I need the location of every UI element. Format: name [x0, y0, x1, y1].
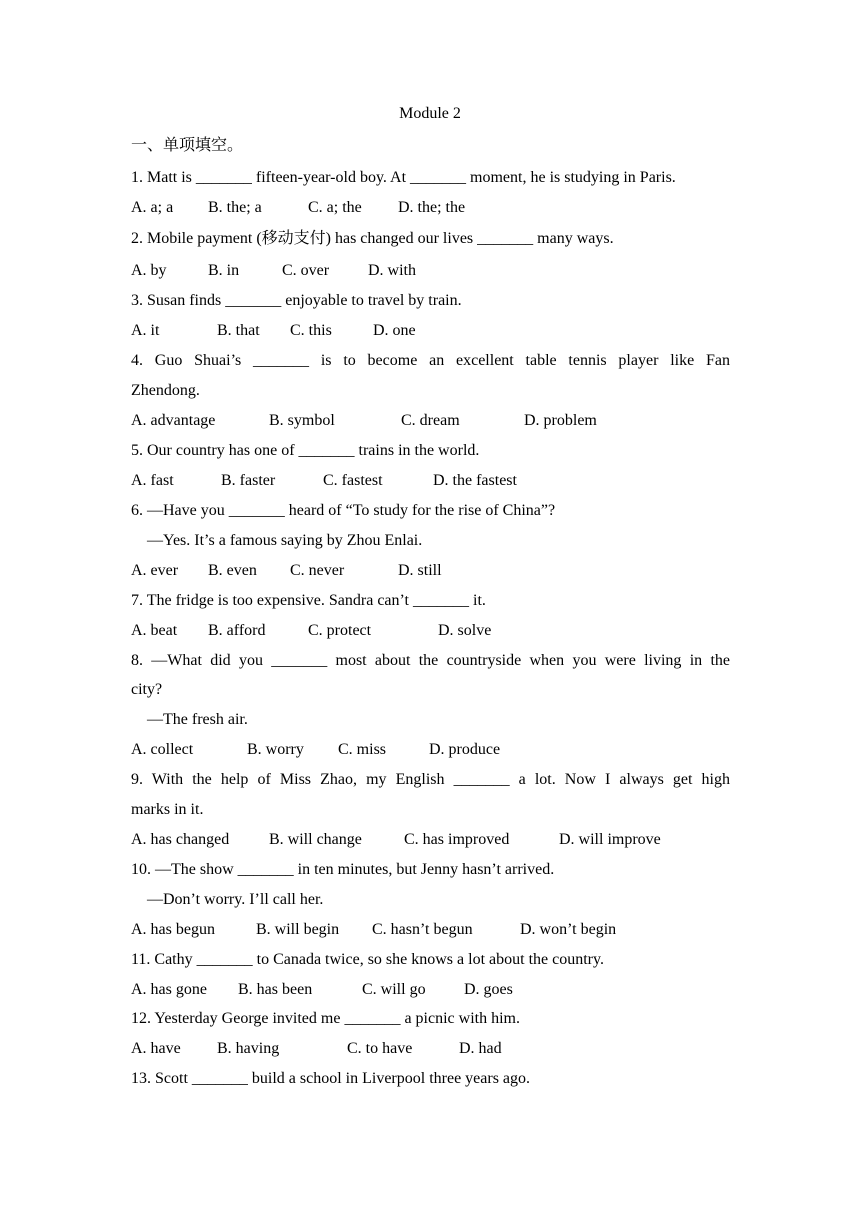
question-9-text: 9. With the help of Miss Zhao, my English _______ a lot. Now I always get high	[131, 771, 730, 788]
option-b[interactable]: B. faster	[221, 472, 276, 489]
option-a[interactable]: A. beat	[131, 622, 178, 639]
question-12-text: 12. Yesterday George invited me _______ a picnic with him.	[131, 1010, 520, 1027]
option-c[interactable]: C. to have	[347, 1040, 413, 1057]
option-b[interactable]: B. worry	[247, 741, 304, 758]
option-c[interactable]: C. protect	[308, 622, 372, 639]
question-4-text: Zhendong.	[131, 382, 200, 399]
option-d[interactable]: D. produce	[429, 741, 501, 758]
question-1-text: 1. Matt is _______ fifteen-year-old boy. At _______ moment, he is studying in Paris.	[131, 169, 676, 186]
document-title: Module 2	[399, 105, 461, 122]
option-a[interactable]: A. ever	[131, 562, 179, 579]
question-4-text: 4. Guo Shuai’s _______ is to become an excellent table tennis player like Fan	[131, 352, 730, 369]
option-d[interactable]: D. problem	[524, 412, 597, 429]
question-2-text: 2. Mobile payment (移动支付) has changed our lives _______ many ways.	[131, 230, 614, 247]
option-a[interactable]: A. has gone	[131, 981, 207, 998]
option-b[interactable]: B. will begin	[256, 921, 340, 938]
option-c[interactable]: C. this	[290, 322, 332, 339]
option-c[interactable]: C. never	[290, 562, 345, 579]
option-d[interactable]: D. one	[373, 322, 416, 339]
option-d[interactable]: D. will improve	[559, 831, 661, 848]
option-d[interactable]: D. won’t begin	[520, 921, 617, 938]
question-11-text: 11. Cathy _______ to Canada twice, so she knows a lot about the country.	[131, 951, 604, 968]
option-a[interactable]: A. advantage	[131, 412, 216, 429]
question-8-text: 8. —What did you _______ most about the countryside when you were living in the	[131, 652, 730, 669]
question-9-text: marks in it.	[131, 801, 204, 818]
option-c[interactable]: C. hasn’t begun	[372, 921, 473, 938]
option-d[interactable]: D. goes	[464, 981, 513, 998]
option-c[interactable]: C. a; the	[308, 199, 362, 216]
option-c[interactable]: C. miss	[338, 741, 387, 758]
option-c[interactable]: C. fastest	[323, 472, 383, 489]
question-6-text: 6. —Have you _______ heard of “To study for the rise of China”?	[131, 502, 556, 519]
option-a[interactable]: A. collect	[131, 741, 194, 758]
option-b[interactable]: B. having	[217, 1040, 280, 1057]
option-c[interactable]: C. has improved	[404, 831, 510, 848]
option-b[interactable]: B. has been	[238, 981, 313, 998]
option-b[interactable]: B. even	[208, 562, 257, 579]
option-d[interactable]: D. with	[368, 262, 416, 279]
question-13-text: 13. Scott _______ build a school in Liverpool three years ago.	[131, 1070, 531, 1087]
question-10-reply: —Don’t worry. I’ll call her.	[147, 891, 324, 908]
question-8-reply: —The fresh air.	[147, 711, 248, 728]
option-a[interactable]: A. has begun	[131, 921, 215, 938]
option-b[interactable]: B. symbol	[269, 412, 335, 429]
option-b[interactable]: B. in	[208, 262, 240, 279]
option-a[interactable]: A. a; a	[131, 199, 174, 216]
option-a[interactable]: A. fast	[131, 472, 174, 489]
question-7-text: 7. The fridge is too expensive. Sandra can’t _______ it.	[131, 592, 486, 609]
question-10-text: 10. —The show _______ in ten minutes, but Jenny hasn’t arrived.	[131, 861, 555, 878]
option-d[interactable]: D. solve	[438, 622, 492, 639]
option-d[interactable]: D. had	[459, 1040, 502, 1057]
option-d[interactable]: D. still	[398, 562, 442, 579]
option-a[interactable]: A. it	[131, 322, 160, 339]
option-b[interactable]: B. afford	[208, 622, 266, 639]
option-c[interactable]: C. over	[282, 262, 330, 279]
option-a[interactable]: A. has changed	[131, 831, 230, 848]
question-6-reply: —Yes. It’s a famous saying by Zhou Enlai.	[147, 532, 423, 549]
option-c[interactable]: C. dream	[401, 412, 460, 429]
section-heading: 一、单项填空。	[131, 137, 244, 154]
option-b[interactable]: B. that	[217, 322, 260, 339]
option-b[interactable]: B. will change	[269, 831, 362, 848]
question-3-text: 3. Susan finds _______ enjoyable to travel by train.	[131, 292, 462, 309]
question-8-text: city?	[131, 681, 163, 698]
option-a[interactable]: A. have	[131, 1040, 181, 1057]
option-d[interactable]: D. the; the	[398, 199, 466, 216]
option-c[interactable]: C. will go	[362, 981, 426, 998]
question-5-text: 5. Our country has one of _______ trains in the world.	[131, 442, 480, 459]
option-d[interactable]: D. the fastest	[433, 472, 517, 489]
option-a[interactable]: A. by	[131, 262, 167, 279]
option-b[interactable]: B. the; a	[208, 199, 262, 216]
